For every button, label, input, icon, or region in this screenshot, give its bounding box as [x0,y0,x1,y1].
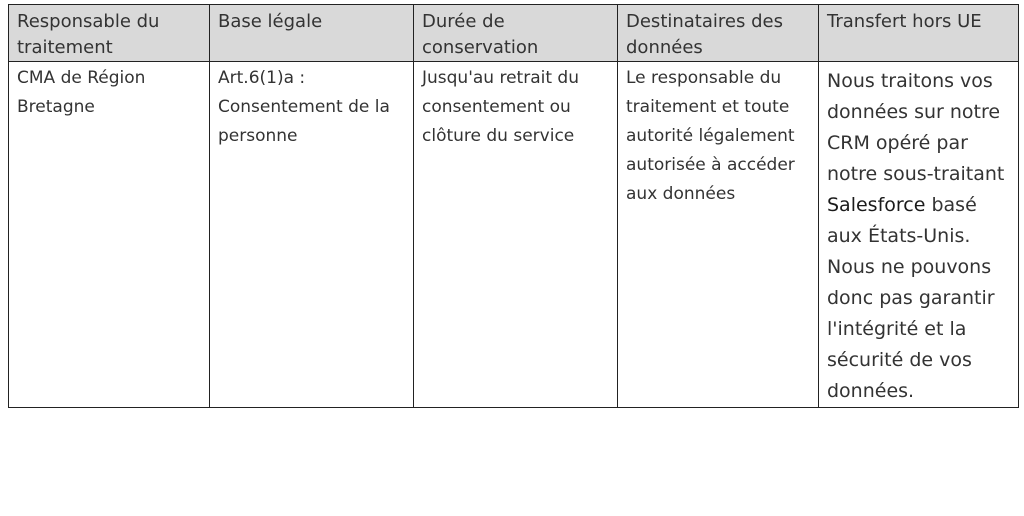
transfert-text-part2: basé aux États-Unis. Nous ne pouvons donc pas garantir l'intégrité et la sécurité de vos données. [827,194,995,402]
data-processing-table [8,4,1019,408]
salesforce-text: Salesforce [827,194,926,216]
cell-base-legale: Art.6(1)a : Consentement de la personne [210,62,414,408]
header-base-legale: Base légale [210,5,414,62]
cell-duree: Jusqu'au retrait du consentement ou clôture du service [414,62,618,408]
header-responsable: Responsable du traitement [9,5,210,62]
cell-destinataires: Le responsable du traitement et toute autorité légalement autorisée à accéder aux données [618,62,819,408]
header-destinataires: Destinataires des données [618,5,819,62]
transfert-text-part1: Nous traitons vos données sur notre CRM opéré par notre sous-traitant [827,70,1005,185]
cell-transfert [819,62,1019,408]
table-row [9,62,1019,408]
table-header-row [9,5,1019,62]
header-duree: Durée de conservation [414,5,618,62]
rgpd-table-container [8,4,1019,408]
cell-responsable: CMA de Région Bretagne [9,62,210,408]
header-transfert: Transfert hors UE [819,5,1019,62]
